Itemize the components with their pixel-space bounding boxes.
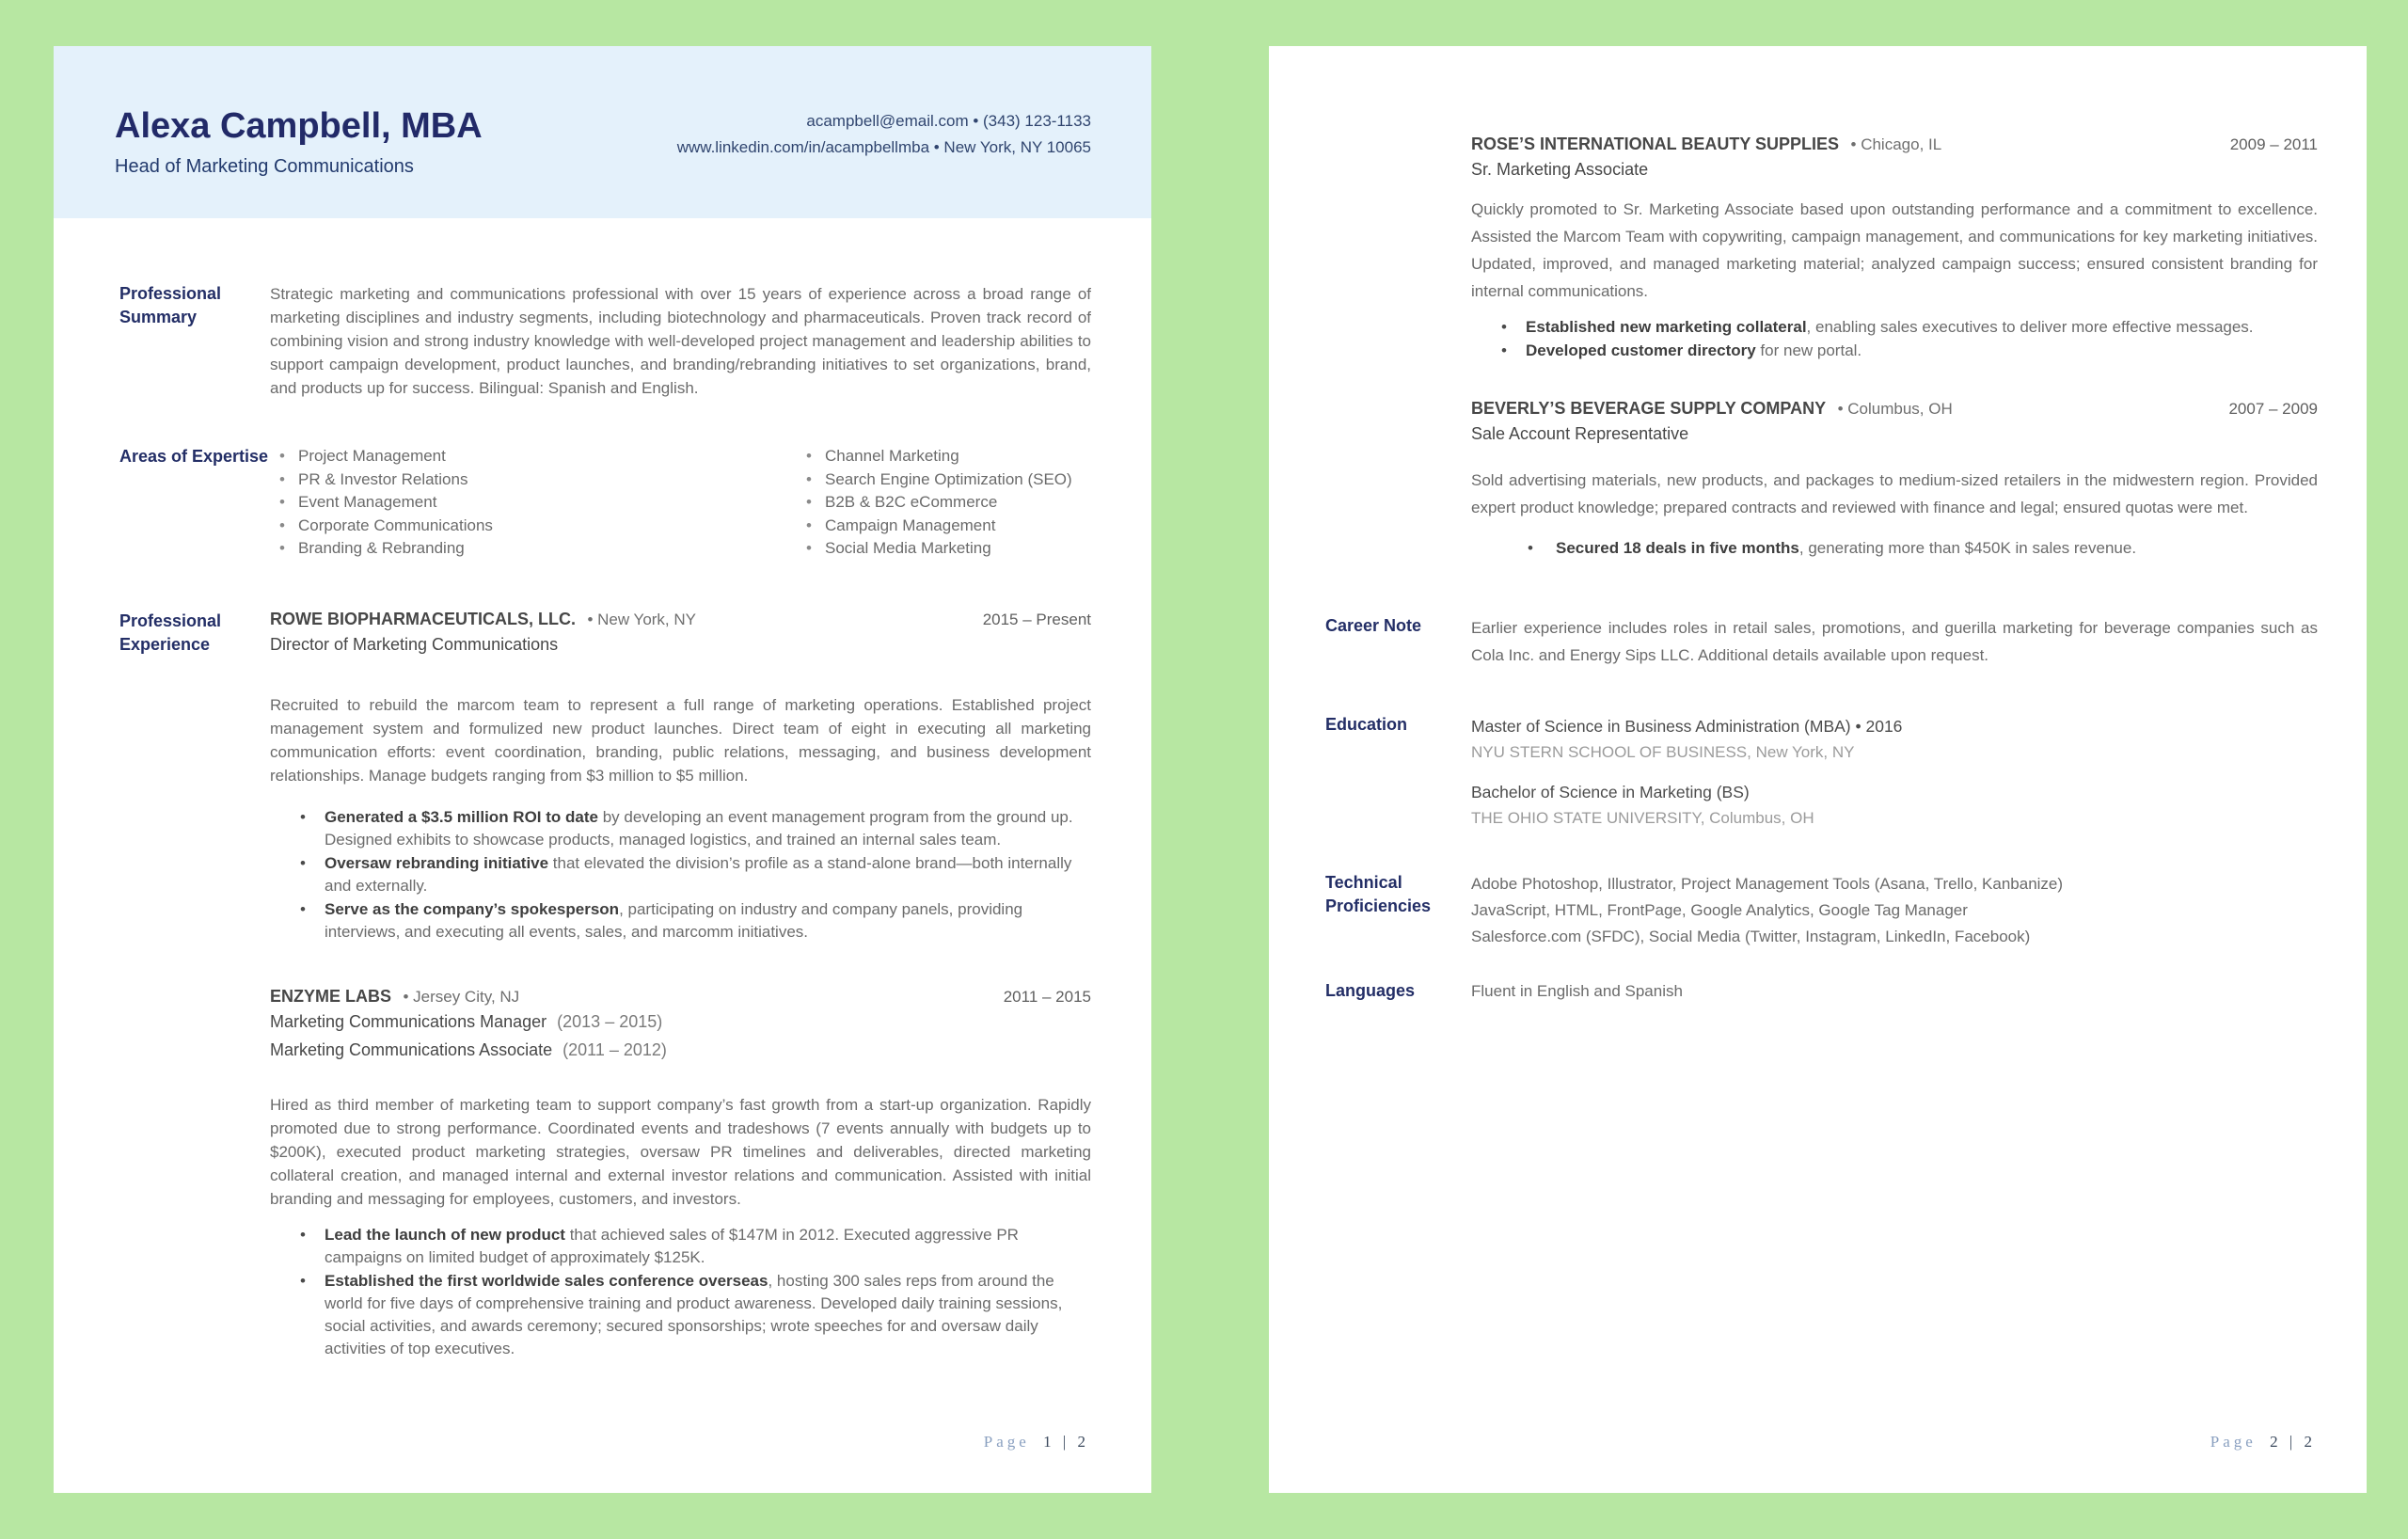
expertise-columns	[270, 445, 1091, 561]
section-education	[1269, 713, 2367, 832]
job-role	[270, 1008, 1091, 1035]
expertise-item: • Project Management	[270, 445, 797, 468]
job-enzyme-labs	[270, 987, 1091, 1360]
career-note-content	[1471, 614, 2318, 669]
company-name: ROWE BIOPHARMACEUTICALS, LLC.	[270, 609, 576, 628]
languages-content	[1471, 979, 2318, 1003]
footer-page-numbers: 1 | 2	[1043, 1433, 1089, 1451]
job-company-line	[1471, 399, 1953, 419]
expertise-item: • PR & Investor Relations	[270, 468, 797, 492]
section-career-note	[1269, 614, 2367, 669]
job-dates: 2015 – Present	[982, 610, 1091, 628]
role-period: (2013 – 2015)	[557, 1011, 663, 1031]
expertise-column-2	[797, 445, 1072, 561]
job-role: Sr. Marketing Associate	[1471, 160, 1649, 179]
footer-page-numbers: 2 | 2	[2270, 1433, 2316, 1451]
achievement-item: • Established the first worldwide sales conference overseas, hosting 300 sales reps from around the world for five days of comprehensive training and product awareness. Developed daily training sessions, social activities, and awards ceremony; secured sponsorships; wrote speeches for and oversaw daily activities of top executives.	[270, 1270, 1091, 1360]
education-item	[1471, 713, 2318, 766]
section-label-career-note: Career Note	[1325, 616, 1422, 635]
job-company-line	[270, 987, 519, 1007]
achievement-item: • Developed customer directory for new portal.	[1471, 340, 2318, 362]
footer-page-word: Page	[2210, 1433, 2257, 1451]
job-rowe-biopharmaceuticals	[270, 610, 1091, 944]
job-description: Hired as third member of marketing team to support company’s fast growth from a start-up organization. Rapidly promoted due to strong performance. Coordinated events and tradeshows (7 events annually with budgets up to $200K), executed product marketing strategies, oversaw PR timelines and deliverables, directed marketing collateral creation, and managed internal and external investor relations and communication. Assisted with initial branding and messaging for employees, customers, and investors.	[270, 1095, 1091, 1208]
achievement-item: • Lead the launch of new product that achieved sales of $147M in 2012. Executed aggressive PR campaigns on limited budget of approximately $125K.	[270, 1224, 1091, 1269]
page-footer	[984, 1433, 1089, 1452]
job-header	[1471, 135, 2318, 154]
company-name: ROSE’S INTERNATIONAL BEAUTY SUPPLIES	[1471, 135, 1840, 153]
job-company-line	[1471, 135, 1941, 154]
expertise-item: • Event Management	[270, 491, 797, 515]
achievement-item: • Serve as the company’s spokesperson, participating on industry and company panels, providing interviews, and executing all events, sales, and marcomm initiatives.	[270, 898, 1091, 944]
expertise-item: • Branding & Rebranding	[270, 537, 797, 561]
experience-content-continued	[1471, 135, 2318, 561]
achievement-item: • Secured 18 deals in five months, generating more than $450K in sales revenue.	[1471, 537, 2318, 560]
person-name: Alexa Campbell, MBA	[115, 106, 483, 146]
professional-summary-content	[270, 282, 1091, 400]
section-label-technical-proficiencies: Technical Proficiencies	[1325, 873, 1432, 915]
proficiency-line: Adobe Photoshop, Illustrator, Project Management Tools (Asana, Trello, Kanbanize)	[1471, 875, 2064, 893]
contact-line-email-phone: acampbell@email.com • (343) 123-1133	[806, 112, 1091, 130]
education-item	[1471, 779, 2318, 832]
job-dates: 2009 – 2011	[2229, 135, 2318, 153]
section-label-areas-of-expertise: Areas of Expertise	[119, 447, 269, 466]
company-location: • Columbus, OH	[1837, 400, 1953, 418]
footer-page-word: Page	[983, 1433, 1030, 1451]
role-title: Marketing Communications Manager	[270, 1011, 547, 1031]
person-job-title: Head of Marketing Communications	[115, 156, 414, 177]
job-header	[1471, 399, 2318, 419]
expertise-column-1	[270, 445, 797, 561]
company-name: ENZYME LABS	[270, 986, 392, 1006]
job-description: Recruited to rebuild the marcom team to represent a full range of marketing operations. Established project management system and formulized new product launches. Direct team of eight in executing all marketing communication efforts: event coordination, branding, public relations, messaging, and business development relationships. Manage budgets ranging from $3 million to $5 million.	[270, 695, 1091, 785]
resume-page-1	[54, 46, 1151, 1493]
languages-text: Fluent in English and Spanish	[1471, 982, 1683, 1000]
education-content	[1471, 713, 2318, 832]
section-experience-continued	[1269, 135, 2367, 561]
achievement-item: • Oversaw rebranding initiative that elevated the division’s profile as a stand-alone brand—both internally and externally.	[270, 852, 1091, 897]
role-period: (2011 – 2012)	[562, 1039, 667, 1059]
contact-info	[677, 108, 1091, 218]
job-roses-international	[1471, 135, 2318, 362]
expertise-item: • Channel Marketing	[797, 445, 1072, 468]
section-label-education: Education	[1325, 715, 1408, 734]
career-note-text: Earlier experience includes roles in retail sales, promotions, and guerilla marketing for beverage companies such as Cola Inc. and Energy Sips LLC. Additional details available upon request.	[1471, 619, 2318, 664]
section-languages	[1269, 979, 2367, 1003]
job-dates: 2011 – 2015	[1003, 987, 1091, 1006]
proficiency-line: JavaScript, HTML, FrontPage, Google Analytics, Google Tag Manager	[1471, 901, 1968, 919]
company-location: • Jersey City, NJ	[403, 987, 520, 1006]
expertise-item: • Campaign Management	[797, 515, 1072, 538]
identity-block	[115, 106, 483, 218]
expertise-item: • Corporate Communications	[270, 515, 797, 538]
company-name: BEVERLY’S BEVERAGE SUPPLY COMPANY	[1471, 399, 1827, 418]
job-company-line	[270, 610, 696, 629]
job-role	[270, 1037, 1091, 1063]
section-label-professional-summary: Professional Summary	[119, 284, 222, 326]
job-header	[270, 987, 1091, 1007]
job-description: Sold advertising materials, new products, and packages to medium-sized retailers in the midwestern region. Provided expert product knowledge; prepared contracts and reviewed with finance and legal; ensured quotas were met.	[1471, 471, 2318, 516]
job-description: Quickly promoted to Sr. Marketing Associate based upon outstanding performance and a commitment to excellence. Assisted the Marcom Team with copywriting, campaign management, and communications for key marketing initiatives. Updated, improved, and managed marketing material; analyzed campaign success; ensured consistent branding for internal communications.	[1471, 200, 2318, 300]
job-achievements	[1471, 316, 2318, 362]
page-footer	[2210, 1433, 2316, 1452]
resume-page-2	[1269, 46, 2367, 1493]
expertise-item: • Search Engine Optimization (SEO)	[797, 468, 1072, 492]
company-location: • New York, NY	[587, 610, 696, 628]
company-location: • Chicago, IL	[1850, 135, 1942, 153]
role-title: Marketing Communications Associate	[270, 1039, 553, 1059]
job-role: Sale Account Representative	[1471, 424, 1689, 443]
proficiency-line: Salesforce.com (SFDC), Social Media (Twitter, Instagram, LinkedIn, Facebook)	[1471, 928, 2031, 945]
professional-summary-text: Strategic marketing and communications professional with over 15 years of experience across a broad range of marketing disciplines and industry segments, including biotechnology and pharmaceuticals. Proven track record of combining vision and strong industry knowledge with well-developed project management and leadership abilities to support campaign development, product launches, and branding/rebranding initiatives to set organizations, brand, and products up for success. Bilingual: Spanish and English.	[270, 285, 1091, 397]
school-name: NYU STERN SCHOOL OF BUSINESS, New York, NY	[1471, 743, 1855, 761]
job-achievements	[270, 1224, 1091, 1360]
job-role: Director of Marketing Communications	[270, 634, 559, 654]
degree-name: Bachelor of Science in Marketing (BS)	[1471, 783, 1750, 801]
job-achievements	[1471, 537, 2318, 560]
job-dates: 2007 – 2009	[2228, 400, 2318, 418]
resume-header	[54, 46, 1151, 218]
experience-content	[270, 610, 1091, 1361]
school-name: THE OHIO STATE UNIVERSITY, Columbus, OH	[1471, 809, 1814, 827]
section-areas-of-expertise	[54, 445, 1151, 561]
degree-name: Master of Science in Business Administration (MBA) • 2016	[1471, 717, 1903, 736]
empty-label-column	[1325, 135, 1471, 561]
job-achievements	[270, 806, 1091, 944]
job-beverlys-beverage	[1471, 399, 2318, 560]
achievement-item: • Established new marketing collateral, enabling sales executives to deliver more effective messages.	[1471, 316, 2318, 339]
section-label-languages: Languages	[1325, 981, 1416, 1000]
section-professional-summary	[54, 282, 1151, 400]
achievement-item: • Generated a $3.5 million ROI to date by developing an event management program from the ground up. Designed exhibits to showcase products, managed logistics, and trained an internal sales team.	[270, 806, 1091, 851]
job-header	[270, 610, 1091, 629]
technical-proficiencies-content	[1471, 871, 2318, 950]
section-professional-experience	[54, 610, 1151, 1361]
contact-line-linkedin-address: www.linkedin.com/in/acampbellmba • New York, NY 10065	[676, 138, 1091, 156]
expertise-item: • B2B & B2C eCommerce	[797, 491, 1072, 515]
expertise-item: • Social Media Marketing	[797, 537, 1072, 561]
section-technical-proficiencies	[1269, 871, 2367, 950]
section-label-professional-experience: Professional Experience	[119, 611, 222, 654]
